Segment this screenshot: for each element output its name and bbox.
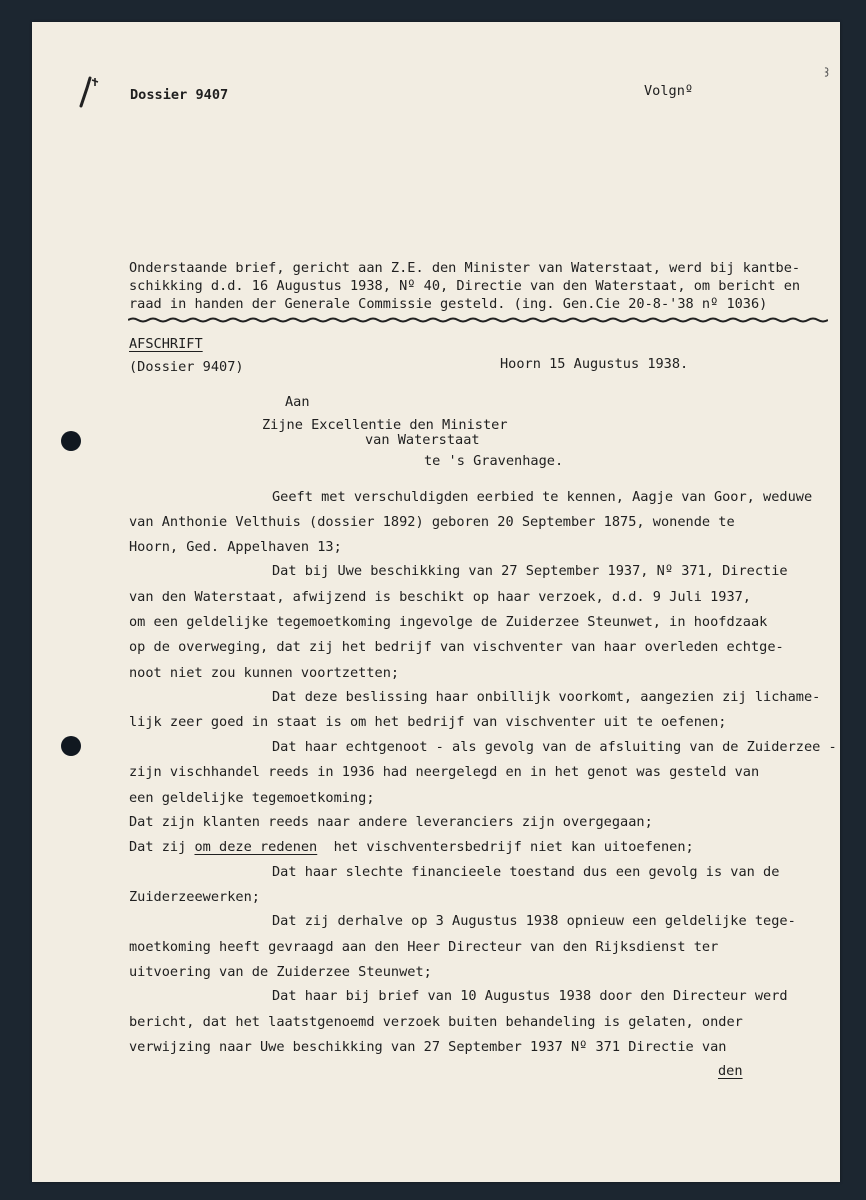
body-line: zijn vischhandel reeds in 1936 had neergelegd en in het genot was gesteld van (129, 764, 760, 780)
body-line: bericht, dat het laatstgenoemd verzoek buiten behandeling is gelaten, onder (129, 1014, 743, 1030)
body-line: van Anthonie Velthuis (dossier 1892) geboren 20 September 1875, wonende te (129, 514, 735, 530)
afschrift-label: AFSCHRIFT (129, 336, 203, 352)
body-line: verwijzing naar Uwe beschikking van 27 September 1937 Nº 371 Directie van (129, 1039, 727, 1055)
intro-line: Onderstaande brief, gericht aan Z.E. den Minister van Waterstaat, werd bij kantbe- (129, 260, 801, 276)
body-line: Dat deze beslissing haar onbillijk voorkomt, aangezien zij lichame- (272, 689, 821, 705)
body-line: van den Waterstaat, afwijzend is beschikt op haar verzoek, d.d. 9 Juli 1937, (129, 589, 751, 605)
intro-line: schikking d.d. 16 Augustus 1938, Nº 40, Directie van den Waterstaat, om bericht en (129, 278, 801, 294)
body-line: Hoorn, Ged. Appelhaven 13; (129, 539, 342, 555)
document-page (32, 22, 840, 1182)
address-line: van Waterstaat (365, 432, 480, 448)
volgno-label: Volgnº (644, 83, 694, 99)
body-line: Dat haar bij brief van 10 Augustus 1938 door den Directeur werd (272, 988, 788, 1004)
underlined-phrase: om deze redenen (194, 839, 318, 855)
body-line: Dat bij Uwe beschikking van 27 September 1937, Nº 371, Directie (272, 563, 788, 579)
body-line: lijk zeer goed in staat is om het bedrijf van vischventer uit te oefenen; (129, 714, 727, 730)
copy-dossier: (Dossier 9407) (129, 359, 244, 375)
catchword: den (718, 1063, 743, 1079)
body-line: om een geldelijke tegemoetkoming ingevolge de Zuiderzee Steunwet, in hoofdzaak (129, 614, 768, 630)
body-line: moetkoming heeft gevraagd aan den Heer Directeur van den Rijksdienst ter (129, 939, 719, 955)
page-edge-mark (824, 66, 830, 78)
intro-line: raad in handen der Generale Commissie gesteld. (ing. Gen.Cie 20-8-'38 nº 1036) (129, 296, 768, 312)
body-line: op de overweging, dat zij het bedrijf van vischventer van haar overleden echtge- (129, 639, 784, 655)
body-text: het vischventersbedrijf niet kan uitoefenen; (317, 839, 694, 855)
body-line: Dat haar echtgenoot - als gevolg van de afsluiting van de Zuiderzee - (272, 739, 837, 755)
punch-hole (61, 431, 81, 451)
place-date: Hoorn 15 Augustus 1938. (500, 356, 689, 372)
body-line (129, 841, 694, 855)
separator-wavy-line (128, 316, 828, 324)
address-line: Zijne Excellentie den Minister (262, 417, 508, 433)
body-line: Zuiderzeewerken; (129, 889, 260, 905)
pencil-corner-mark (78, 74, 106, 108)
punch-hole (61, 736, 81, 756)
address-line: te 's Gravenhage. (424, 453, 564, 469)
body-line: Dat zijn klanten reeds naar andere leveranciers zijn overgegaan; (129, 814, 653, 830)
body-line: Dat haar slechte financieele toestand dus een gevolg is van de (272, 864, 780, 880)
body-line: Geeft met verschuldigden eerbied te kennen, Aagje van Goor, weduwe (272, 489, 813, 505)
body-line: Dat zij derhalve op 3 Augustus 1938 opnieuw een geldelijke tege- (272, 913, 796, 929)
body-text: Dat zij (129, 839, 195, 855)
dossier-reference: Dossier 9407 (130, 87, 229, 103)
body-line: noot niet zou kunnen voortzetten; (129, 665, 400, 681)
body-line: uitvoering van de Zuiderzee Steunwet; (129, 964, 432, 980)
address-line: Aan (285, 394, 310, 410)
body-line: een geldelijke tegemoetkoming; (129, 790, 375, 806)
